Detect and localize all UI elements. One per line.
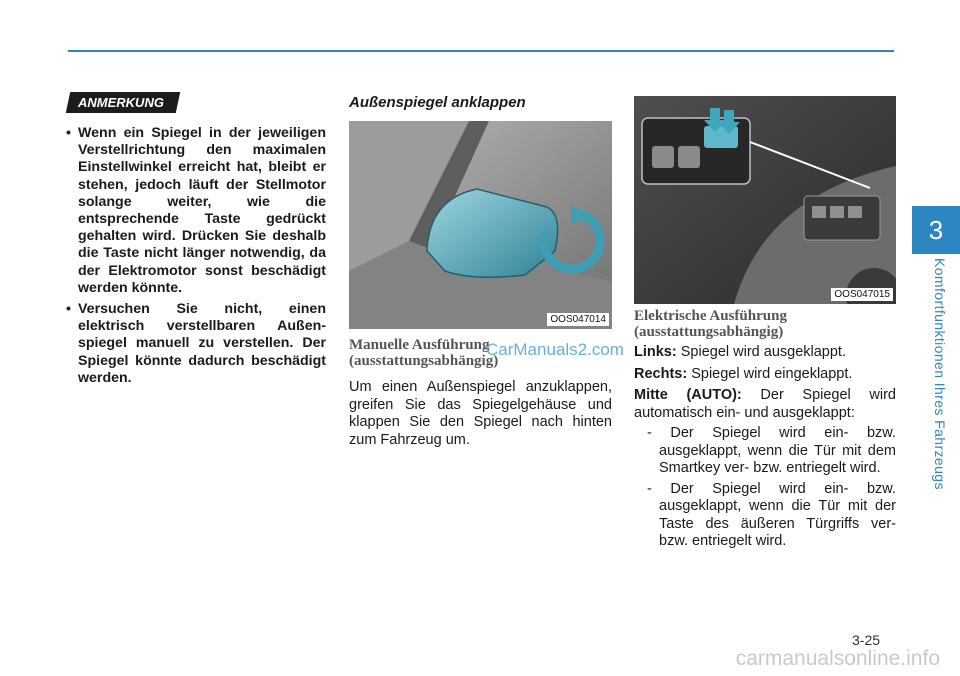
- figure-code: OOS047015: [831, 288, 893, 301]
- page-number: 3-25: [852, 632, 881, 648]
- body-text: Um einen Außenspiegel anzuklappen, greifen Sie das Spiegelgehäuse und klappen Sie den Spiegel nach hinten zum Fahrzeug um.: [349, 379, 612, 448]
- manual-fold-column: [349, 92, 612, 449]
- electric-fold-column: [634, 92, 896, 551]
- mirror-switch-figure: [634, 96, 896, 304]
- note-column: [66, 92, 326, 391]
- note-item: • Wenn ein Spiegel in der jeweiligen Verstellrichtung den maximalen Einstellwinkel erreicht hat, bleibt er stehen, jedoch läuft der Stellmotor solange weiter, wie die entsprechende Taste gedrückt gehalten wird. Drücken Sie deshalb die Taste nicht länger notwendig, da der Elektromotor sonst beschädigt werden könnte.: [66, 125, 326, 297]
- subheading: Manuelle Ausführung (ausstattungsabhängig): [349, 337, 499, 369]
- header-rule: [68, 50, 894, 52]
- note-list: [66, 125, 326, 387]
- door-panel-illustration: [634, 96, 896, 304]
- figure-code: OOS047014: [547, 313, 609, 326]
- chapter-title: Komfortfunktionen Ihres Fahrzeugs: [932, 258, 948, 490]
- note-badge: ANMERKUNG: [66, 92, 180, 113]
- mirror-illustration: [349, 121, 612, 329]
- mirror-fold-figure: [349, 121, 612, 329]
- note-item: • Versuchen Sie nicht, einen elektrisch verstellbaren Außen-spiegel manuell zu verstellen. Der Spiegel könnte dadurch beschädigt werden.: [66, 301, 326, 387]
- auto-item-smartkey: - Der Spiegel wird ein- bzw. ausgeklappt, wenn die Tür mit dem Smartkey ver- bzw. entriegelt wird.: [647, 425, 896, 476]
- chapter-tab: [912, 206, 960, 254]
- switch-auto: Mitte (AUTO): Der Spiegel wird automatisch ein- und ausgeklappt:: [634, 387, 896, 421]
- switch-left: Links: Spiegel wird ausgeklappt.: [634, 344, 846, 360]
- section-heading: Außenspiegel anklappen: [349, 94, 526, 111]
- chapter-number: 3: [928, 214, 944, 245]
- watermark-mid: CarManuals2.com: [486, 340, 624, 359]
- switch-right: Rechts: Spiegel wird eingeklappt.: [634, 365, 853, 382]
- auto-item-handle: - Der Spiegel wird ein- bzw. ausgeklappt, wenn die Tür mit der Taste des äußeren Türgriffs ver- bzw. entriegelt wird.: [647, 480, 896, 549]
- subheading: Elektrische Ausführung (ausstattungsabhängig): [634, 308, 787, 340]
- watermark-bottom: carmanualsonline.info: [735, 647, 940, 670]
